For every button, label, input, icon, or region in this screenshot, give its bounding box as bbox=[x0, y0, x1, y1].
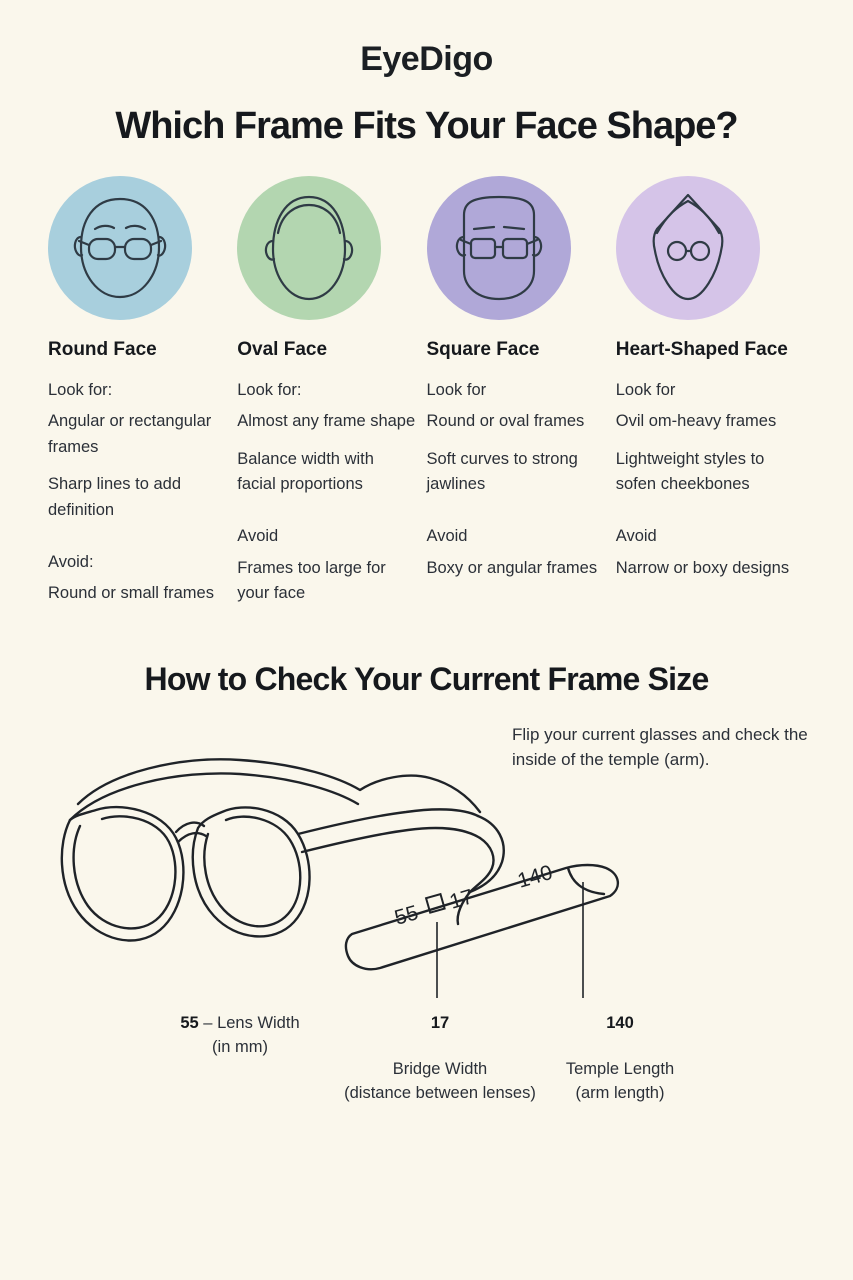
look-label-oval: Look for: bbox=[237, 380, 302, 399]
legend-temple-label: Temple Length bbox=[565, 1059, 675, 1078]
look-item-square-1: Soft curves to strong jawlines bbox=[426, 449, 578, 494]
square-face-circle-wrap bbox=[427, 174, 606, 322]
legend-lens-dash: – bbox=[198, 1013, 218, 1032]
look-item-round-1: Sharp lines to add definition bbox=[48, 475, 182, 519]
avoid-item-round-0: Round or small frames bbox=[48, 584, 214, 603]
face-card-round bbox=[48, 174, 237, 619]
face-card-heart bbox=[616, 174, 805, 619]
avoid-item-oval-0: Frames too large for your face bbox=[237, 558, 386, 603]
page-title: Which Frame Fits Your Face Shape? bbox=[115, 105, 738, 147]
temple-marking-temple: 140 bbox=[515, 860, 556, 893]
face-body-heart bbox=[616, 378, 795, 581]
avoid-label-heart: Avoid bbox=[615, 527, 657, 545]
legend-lens-sub: (in mm) bbox=[212, 1037, 268, 1056]
face-card-square bbox=[427, 174, 616, 619]
look-label-square: Look for bbox=[426, 380, 487, 399]
face-card-oval bbox=[237, 174, 426, 619]
face-title-round: Round Face bbox=[48, 339, 157, 360]
face-body-round bbox=[48, 378, 227, 607]
square-face-icon bbox=[427, 176, 571, 320]
glasses-illustration bbox=[0, 716, 853, 1021]
look-item-heart-0: Ovil om-heavy frames bbox=[615, 412, 777, 431]
face-title-square: Square Face bbox=[426, 339, 540, 360]
legend-temple-value: 140 bbox=[606, 1013, 634, 1032]
avoid-item-square-0: Boxy or angular frames bbox=[426, 558, 598, 577]
avoid-label-square: Avoid bbox=[426, 527, 468, 545]
brand-title: EyeDigo bbox=[360, 40, 493, 78]
frame-size-diagram bbox=[0, 716, 853, 1146]
look-item-round-0: Angular or rectangular frames bbox=[48, 412, 212, 456]
temple-marking-lens: 55 bbox=[392, 900, 421, 930]
face-shape-grid bbox=[0, 174, 853, 619]
look-item-heart-1: Lightweight styles to sofen cheekbones bbox=[615, 449, 765, 494]
heart-face-circle-wrap bbox=[616, 174, 795, 322]
avoid-item-heart-0: Narrow or boxy designs bbox=[615, 558, 790, 577]
legend-temple-sub: (arm length) bbox=[575, 1083, 665, 1102]
face-body-oval bbox=[237, 378, 416, 607]
legend-lens-width bbox=[120, 1012, 360, 1060]
legend-lens-label: Lens Width bbox=[217, 1013, 300, 1032]
legend-temple-length bbox=[500, 1012, 740, 1106]
heart-face-icon bbox=[616, 176, 760, 320]
look-label-round: Look for: bbox=[48, 380, 113, 399]
temple-marking-bridge: 17 bbox=[447, 884, 476, 914]
flip-instruction-text: Flip your current glasses and check the inside of the temple (arm). bbox=[512, 724, 808, 770]
look-item-square-0: Round or oval frames bbox=[426, 412, 585, 431]
face-title-oval: Oval Face bbox=[237, 339, 328, 360]
oval-face-circle-wrap bbox=[237, 174, 416, 322]
avoid-label-oval: Avoid bbox=[237, 527, 279, 545]
round-face-circle-wrap bbox=[48, 174, 227, 322]
look-item-oval-1: Balance width with facial proportions bbox=[237, 449, 374, 494]
legend-bridge-label: Bridge Width bbox=[392, 1059, 488, 1078]
round-face-icon bbox=[48, 176, 192, 320]
look-label-heart: Look for bbox=[615, 380, 676, 399]
oval-face-icon bbox=[237, 176, 381, 320]
legend-bridge-sub: (distance between lenses) bbox=[344, 1083, 536, 1102]
avoid-label-round: Avoid: bbox=[48, 552, 94, 571]
legend-bridge-value: 17 bbox=[430, 1013, 450, 1032]
look-item-oval-0: Almost any frame shape bbox=[237, 412, 416, 431]
face-body-square bbox=[427, 378, 606, 581]
legend-lens-value: 55 bbox=[180, 1013, 199, 1032]
section-title-frame-size: How to Check Your Current Frame Size bbox=[144, 660, 709, 697]
face-title-heart: Heart-Shaped Face bbox=[615, 339, 788, 360]
measurement-legend bbox=[0, 984, 853, 1144]
